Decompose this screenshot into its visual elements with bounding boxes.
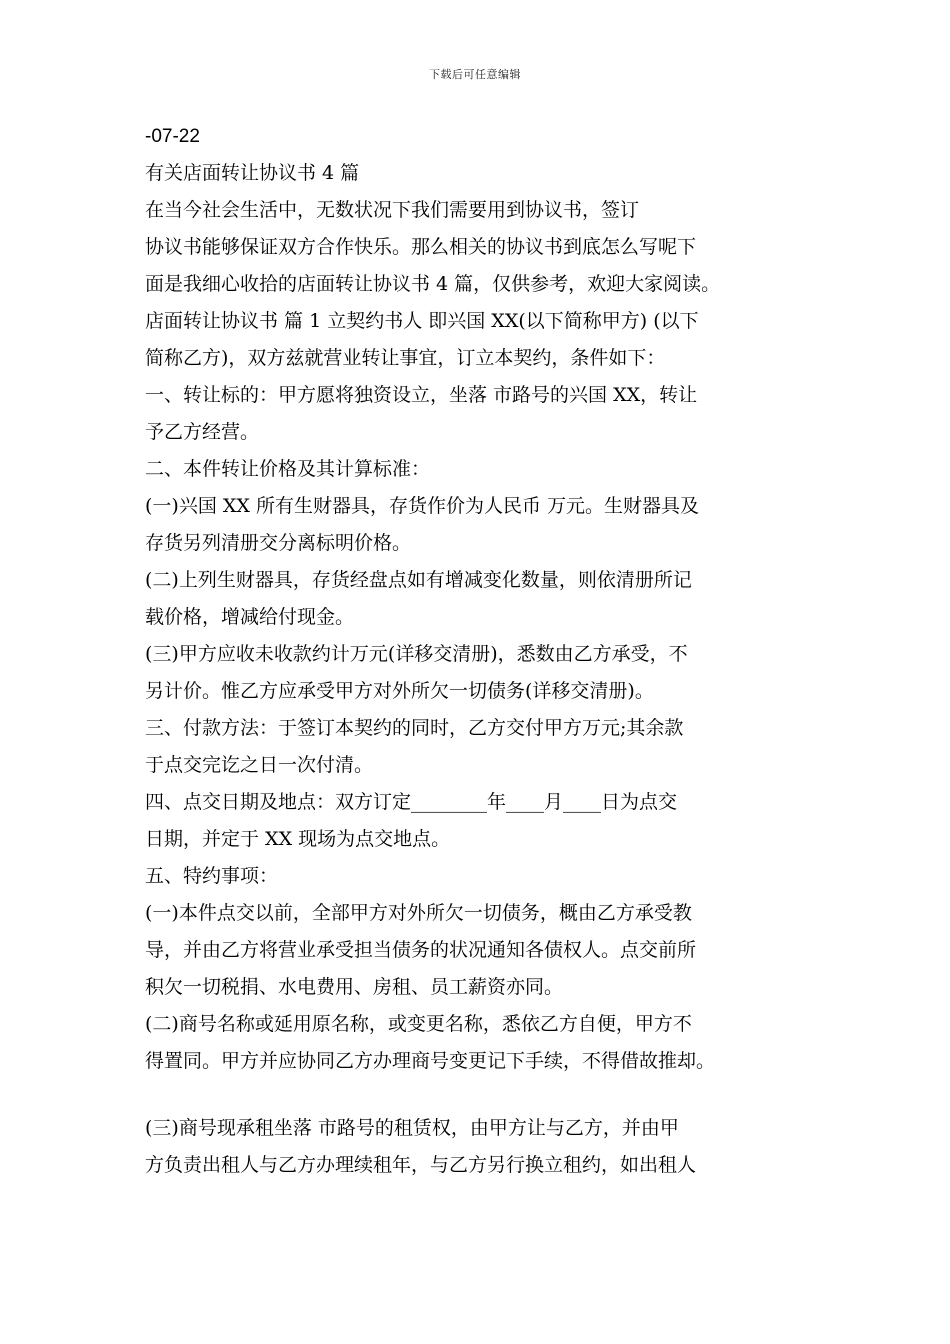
document-date: -07-22: [145, 126, 200, 147]
text-line: 简称乙方)，双方兹就营业转让事宜，订立本契约，条件如下：: [145, 347, 666, 369]
text-line: 于点交完讫之日一次付清。: [145, 754, 374, 776]
text-line: (三)甲方应收未收款约计万元(详移交清册)，悉数由乙方承受，不: [145, 643, 688, 665]
text-line: (三)商号现承租坐落 市路号的租赁权，由甲方让与乙方，并由甲: [145, 1117, 679, 1139]
text-line: 导，并由乙方将营业承受担当债务的状况通知各债权人。点交前所: [145, 939, 697, 961]
text-line: 另计价。惟乙方应承受甲方对外所欠一切债务(详移交清册)。: [145, 680, 654, 702]
text-line: 在当今社会生活中，无数状况下我们需要用到协议书，签订: [145, 199, 640, 221]
text-line: 协议书能够保证双方合作快乐。那么相关的协议书到底怎么写呢下: [145, 236, 697, 258]
text-line: 方负责出租人与乙方办理续租年，与乙方另行换立租约，如出租人: [145, 1154, 697, 1176]
text-line: 一、转让标的：甲方愿将独资设立，坐落 市路号的兴国 XX，转让: [145, 384, 698, 406]
paragraph-group-main: [145, 155, 835, 1080]
text-line: 三、付款方法：于签订本契约的同时，乙方交付甲方万元;其余款: [145, 717, 684, 739]
paragraph-group-continued: [145, 1110, 835, 1184]
text-line: (二)商号名称或延用原名称，或变更名称，悉依乙方自便，甲方不: [145, 1013, 692, 1035]
text-line: 积欠一切税捐、水电费用、房租、员工薪资亦同。: [145, 976, 564, 998]
text-line: 有关店面转让协议书 4 篇: [145, 162, 360, 184]
text-line: 店面转让协议书 篇 1 立契约书人 即兴国 XX(以下简称甲方) (以下: [145, 310, 699, 332]
text-line: (一)本件点交以前，全部甲方对外所欠一切债务，概由乙方承受教: [145, 902, 692, 924]
blank-gap: [145, 1080, 835, 1110]
header-note: 下载后可任意编辑: [429, 68, 521, 81]
text-line: 得置同。甲方并应协同乙方办理商号变更记下手续，不得借故推却。: [145, 1050, 716, 1072]
text-line: 存货另列清册交分离标明价格。: [145, 532, 412, 554]
text-line: 载价格，增减给付现金。: [145, 606, 355, 628]
text-line: 四、点交日期及地点：双方订定________年____月____日为点交: [145, 791, 678, 813]
text-line: 面是我细心收拾的店面转让协议书 4 篇，仅供参考，欢迎大家阅读。: [145, 273, 721, 295]
text-line: (一)兴国 XX 所有生财器具，存货作价为人民币 万元。生财器具及: [145, 495, 699, 517]
text-line: 二、本件转让价格及其计算标准：: [145, 458, 431, 480]
text-line: 予乙方经营。: [145, 421, 260, 443]
text-line: (二)上列生财器具，存货经盘点如有增减变化数量，则依清册所记: [145, 569, 692, 591]
text-line: 日期，并定于 XX 现场为点交地点。: [145, 828, 451, 850]
text-line: 五、特约事项：: [145, 865, 279, 887]
document-body: [145, 118, 835, 1184]
